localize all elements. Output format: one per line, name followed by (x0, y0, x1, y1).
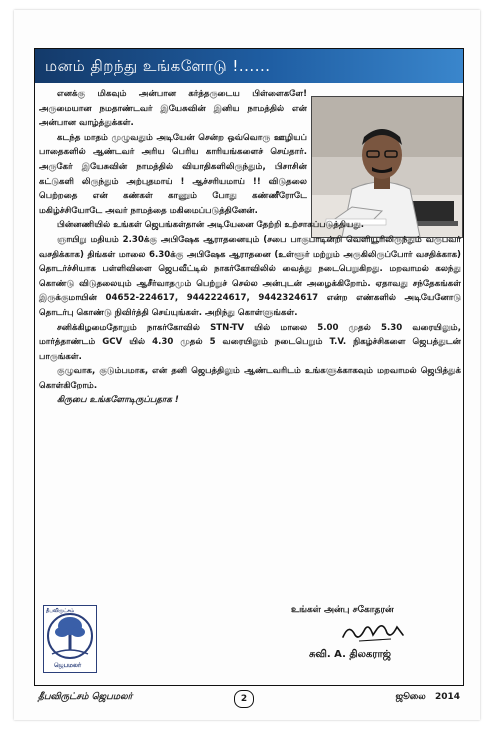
paragraph-ministry: கடந்த மாதம் முழுவதும் அடியேன் சென்ற ஒவ்வொரு ஊழியப் பாதைகளில் ஆண்டவர் அரிய பெரிய காரியங்களைச் செய்தார். அருகேர் இயேசுவின் நாமத்தில் வியாதிகளிலிருந்தும், பிசாசின் கட்டுகளி லிருந்தும் அற்புதமாய் ! ஆச்சரியமாய் !! விடுதலை பெற்றதை என் கண்கள் காணும் போது கண்ணீரோடே மகிழ்ச்சியோடே அவர் நாமத்தை மகிமைப்படுத்தினேன். (39, 132, 307, 216)
article-header (35, 49, 463, 83)
logo-text-top: தீபவிருட்சம் (46, 608, 75, 614)
page-footer (34, 690, 464, 708)
closing-line: உங்கள் அன்பு சகோதரன் (291, 605, 394, 615)
magazine-page (14, 10, 480, 720)
paragraph-closing-prayer: குழுவாக, குடும்பமாக, என் தனி ஜெபத்திலும் ஆண்டவரிடம் உங்களுக்காகவும் மறவாமல் ஜெபித்துக் கொள்கிறோம். (39, 366, 461, 391)
footer-month: ஜூலை (395, 692, 426, 702)
paragraph-services: ஞாயிறு மதியம் 2.30க்கு அபிஷேக ஆராதனையும் (சபை பாகுபாடின்றி வெளியூரிலிருந்தும் வருபவர் வசதிக்காக) திங்கள் மாலை 6.30க்கு அபிஷேக ஆராதனை (உள்ளூர் மற்றும் அருகிலிருப்போர் வசதிக்காக) தொடர்ச்சியாக பள்ளிவிளை ஜெபவீட்டில் நாகர்கோவிலில் வைத்து நடைபெறுகிறது. மறவாமல் கலந்து கொண்டு விடுதலையும் ஆசீர்வாதமும் பெற்றுச் செல்ல அன்புடன் அழைக்கிறோம். ஏதாவது சந்தேகங்கள் இருக்குமாயின் 04652-224617, 9442224617, 9442324617 என்ற எண்களில் அடியேனோடு தொடர்பு கொண்டு நிவிர்த்தி செய்யுங்கள். அறிந்து கொள்ளுங்கள். (39, 234, 461, 318)
paragraph-tv: சனிக்கிழமைதோறும் நாகர்கோவில் STN-TV யில் மாலை 5.00 முதல் 5.30 வரையிலும், மார்த்தாண்டம் GCV யில் 4.30 முதல் 5 வரையிலும் நடைபெறும் T.V. நிகழ்ச்சிகளை ஜெபத்துடன் பாருங்கள். (39, 322, 461, 362)
paragraph-greeting: எனக்கு மிகவும் அன்பான கர்த்தருடைய பிள்ளைகளே! அருமையான நமதாண்டவர் இயேசுவின் இனிய நாமத்தில் என் அன்பான வாழ்த்துக்கள். (39, 89, 307, 129)
article-title: மனம் திறந்து உங்களோடு !...... (45, 57, 271, 75)
handwritten-signature (339, 619, 409, 645)
footer-year: 2014 (434, 692, 460, 702)
footer-date (395, 692, 460, 703)
logo-text-bottom: ஜெபமலர் (54, 662, 82, 669)
author-name: சுவி. A. திலகராஜ் (309, 649, 392, 660)
article-body (39, 87, 461, 408)
ministry-logo (43, 605, 97, 673)
blessing-line: கிருபை உங்களோடிருப்பதாக ! (57, 395, 179, 406)
footer-magazine-name: தீபவிருட்சம் ஜெபமலர் (38, 692, 133, 702)
page-number: 2 (234, 690, 254, 708)
article-frame (34, 48, 464, 686)
paragraph-prayers: பின்னணியில் உங்கள் ஜெபங்கள்தான் அடியேனை தேற்றி உற்சாகப்படுத்தியது. (57, 220, 365, 231)
